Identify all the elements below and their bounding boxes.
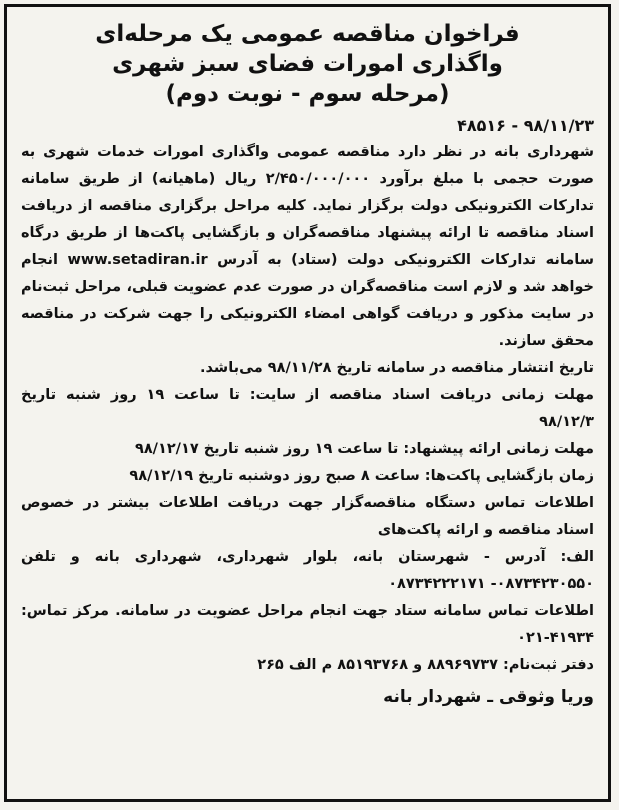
publish-date: تاریخ انتشار مناقصه در سامانه تاریخ ۹۸/۱۱/۲۸ می‌باشد. <box>200 360 594 376</box>
registry-office: دفتر ثبت‌نام: ۸۸۹۶۹۷۳۷ و ۸۵۱۹۳۷۶۸ م الف ۲۶۵ <box>257 657 594 673</box>
tender-notice <box>4 4 611 802</box>
notice-title-line3: (مرحله سوم - نوبت دوم) <box>165 81 450 107</box>
website-link[interactable]: www.setadiran.ir <box>67 252 208 268</box>
contact-intro: اطلاعات تماس دستگاه مناقصه‌گزار جهت دریافت اطلاعات بیشتر در خصوص اسناد مناقصه و ارائه پاکت‌های <box>21 495 594 538</box>
opening-time: زمان بازگشایی پاکت‌ها: ساعت ۸ صبح روز دوشنبه تاریخ ۹۸/۱۲/۱۹ <box>129 468 594 484</box>
signature: وریا وثوقی ـ شهردار بانه <box>383 687 594 707</box>
notice-body <box>21 139 594 679</box>
notice-title-line1: فراخوان مناقصه عمومی یک مرحله‌ای <box>95 21 520 47</box>
notice-reference: ۹۸/۱۱/۲۳ - ۴۸۵۱۶ <box>457 116 594 135</box>
setad-contact: اطلاعات تماس سامانه ستاد جهت انجام مراحل عضویت در سامانه. مرکز تماس: ۴۱۹۳۴-۰۲۱ <box>21 603 594 646</box>
intro-text-continued: انجام خواهد شد و لازم است مناقصه‌گران در صورت عدم عضویت قبلی، مراحل ثبت‌نام در سایت مذکور و دریافت گواهی امضاء الکترونیکی را جهت شرکت در مناقصه محقق سازند. <box>21 252 594 349</box>
address: الف: آدرس - شهرستان بانه، بلوار شهرداری، شهرداری بانه و تلفن ۰۸۷۳۴۲۳۰۵۵۰- ۰۸۷۳۴۲۲۲۱۷۱ <box>21 549 594 592</box>
offer-deadline: مهلت زمانی ارائه پیشنهاد: تا ساعت ۱۹ روز شنبه تاریخ ۹۸/۱۲/۱۷ <box>134 441 594 457</box>
intro-paragraph <box>21 139 594 355</box>
notice-title-line2: واگذاری امورات فضای سبز شهری <box>112 51 503 77</box>
intro-text: شهرداری بانه در نظر دارد مناقصه عمومی واگذاری امورات خدمات شهری به صورت حجمی با مبلغ برآورد ۲/۴۵۰/۰۰۰/۰۰۰ ریال (ماهیانه) از طریق سامانه تدارکات الکترونیکی دولت برگزار نماید. کلیه مراحل برگزاری مناقصه از دریافت اسناد مناقصه تا ارائه پیشنهاد مناقصه‌گران و بازگشایی پاکت‌ها از طریق درگاه سامانه تدارکات الکترونیکی دولت (ستاد) به آدرس <box>21 144 594 268</box>
docs-deadline: مهلت زمانی دریافت اسناد مناقصه از سایت: تا ساعت ۱۹ روز شنبه تاریخ ۹۸/۱۲/۳ <box>21 387 594 430</box>
